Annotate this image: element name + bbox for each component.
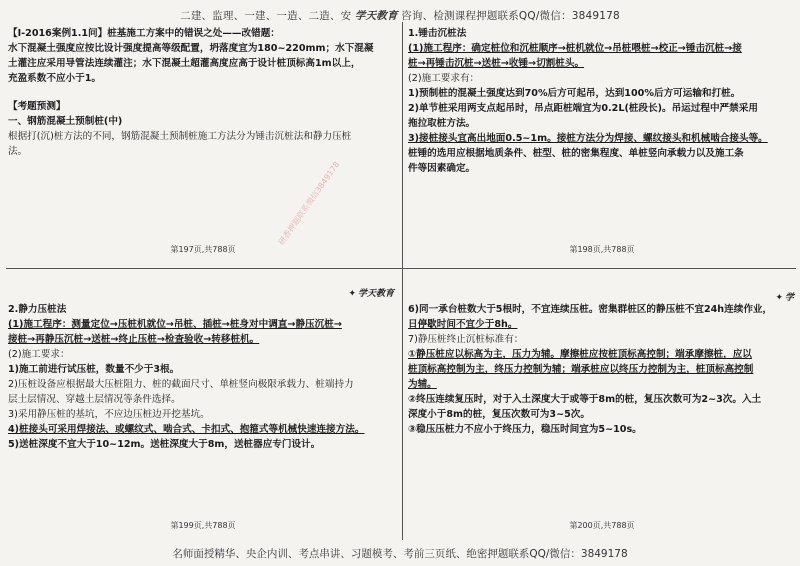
- text-line: (2)施工要求：: [8, 349, 70, 360]
- brand-text: 学: [784, 293, 794, 303]
- page-number: 第198页,共788页: [569, 245, 635, 254]
- brand-icon: ✦: [775, 293, 783, 303]
- text-line: 水下混凝土强度应按比设计强度提高等级配置，坍落度宜为180~220mm；水下混凝: [8, 43, 374, 54]
- text-line: ②终压连续复压时，对于入土深度大于或等于8m的桩，复压次数可为2~3次。入土: [408, 394, 762, 405]
- watermark-text: 研香押题联系微信3849178: [276, 159, 342, 247]
- section-heading: 一、钢筋混凝土预制桩(中): [8, 116, 123, 127]
- page-200-panel: [408, 284, 796, 538]
- text-line: 桩锤的选用应根据地质条件、桩型、桩的密集程度、单桩竖向承载力以及施工条: [408, 148, 744, 159]
- page-197-panel: [8, 26, 398, 266]
- text-line: 桩→再锤击沉桩→送桩→收锤→切割桩头。: [408, 58, 585, 69]
- page-199-panel: [8, 284, 398, 538]
- text-line: 3)接桩接头宜高出地面0.5~1m。接桩方法分为焊接、螺纹接头和机械啮合接头等。: [408, 133, 768, 144]
- text-line: 桩顶标高控制为主，终压力控制为辅；端承桩应以终压力控制为主，桩顶标高控制: [408, 364, 754, 375]
- horizontal-page-divider: [6, 268, 796, 269]
- case-heading: 【Ⅰ-2016案例1.1问】桩基施工方案中的错误之处——改错题：: [8, 28, 280, 39]
- text-line: 层土层情况、穿越土层情况等条件选择。: [8, 394, 181, 405]
- text-line: 5)送桩深度不宜大于10~12m。送桩深度大于8m，送桩器应专门设计。: [8, 439, 321, 450]
- text-line: 件等因素确定。: [408, 163, 476, 174]
- text-line: 拖拉取桩方法。: [408, 118, 476, 129]
- header-brand-logo: 学天教育: [354, 10, 398, 22]
- text-line: 1)预制桩的混凝土强度达到70%后方可起吊，达到100%后方可运输和打桩。: [408, 88, 741, 99]
- page-198-panel: [408, 26, 796, 266]
- text-line: 接桩→再静压沉桩→送桩→终止压桩→检查验收→转移桩机。: [8, 334, 260, 345]
- brand-logo: [775, 290, 794, 303]
- text-line: (1)施工程序：测量定位→压桩机就位→吊桩、插桩→桩身对中调直→静压沉桩→: [8, 319, 342, 330]
- text-line: 7)静压桩终止沉桩标准有：: [408, 334, 524, 345]
- text-line: 法。: [8, 146, 28, 157]
- vertical-page-divider: [402, 22, 403, 540]
- page-number: 第197页,共788页: [170, 245, 236, 254]
- text-line: 土灌注应采用导管法连续灌注；水下混凝土超灌高度应高于设计桩顶标高1m以上，: [8, 58, 361, 69]
- brand-icon: ✦: [348, 289, 356, 299]
- text-line: 3)采用静压桩的基坑，不应边压桩边开挖基坑。: [8, 409, 210, 420]
- text-line: 为辅。: [408, 379, 437, 390]
- text-line: ③稳压压桩力不应小于终压力，稳压时间宜为5~10s。: [408, 424, 642, 435]
- page-number: 第199页,共788页: [170, 521, 236, 530]
- text-line: 1)施工前进行试压桩，数量不少于3根。: [8, 364, 180, 375]
- text-line: (2)施工要求有：: [408, 73, 480, 84]
- section-heading: 1.锤击沉桩法: [408, 28, 467, 39]
- page-header-banner: [0, 8, 800, 23]
- brand-logo: [348, 286, 394, 299]
- header-left-text: 二建、监理、一建、一造、二造、安: [180, 10, 352, 22]
- section-heading: 2.静力压桩法: [8, 304, 67, 315]
- text-line: 6)同一承台桩数大于5根时，不宜连续压桩。密集群桩区的静压桩不宜24h连续作业，: [408, 304, 773, 315]
- page-footer-banner: 名师面授精华、央企内训、考点串讲、习题模考、考前三页纸、绝密押题联系QQ/微信：3849178: [172, 548, 628, 560]
- text-line: 2)压桩设备应根据最大压桩阻力、桩的截面尺寸、单桩竖向极限承载力、桩端持力: [8, 379, 354, 390]
- text-line: 深度小于8m的桩，复压次数可为3~5次。: [408, 409, 590, 420]
- text-line: 充盈系数不应小于1。: [8, 73, 102, 84]
- text-line: 2)单节桩采用两支点起吊时，吊点距桩端宜为0.2L(桩段长)。吊运过程中严禁采用: [408, 103, 758, 114]
- page-number: 第200页,共788页: [569, 521, 635, 530]
- text-line: (1)施工程序：确定桩位和沉桩顺序→桩机就位→吊桩喂桩→校正→锤击沉桩→接: [408, 43, 742, 54]
- text-line: 日停歇时间不宜少于8h。: [408, 319, 518, 330]
- text-line: ①静压桩应以标高为主，压力为辅。摩擦桩应按桩顶标高控制；端承摩擦桩，应以: [408, 349, 752, 360]
- brand-text: 学天教育: [357, 289, 394, 299]
- text-line: 根据打(沉)桩方法的不同，钢筋混凝土预制桩施工方法分为锤击沉桩法和静力压桩: [8, 131, 352, 142]
- header-right-text: 咨询、检测课程押题联系QQ/微信：3849178: [401, 10, 620, 22]
- section-heading: 【考题预测】: [8, 101, 66, 112]
- text-line: 4)桩接头可采用焊接法、或螺纹式、啮合式、卡扣式、抱箍式等机械快速连接方法。: [8, 424, 365, 435]
